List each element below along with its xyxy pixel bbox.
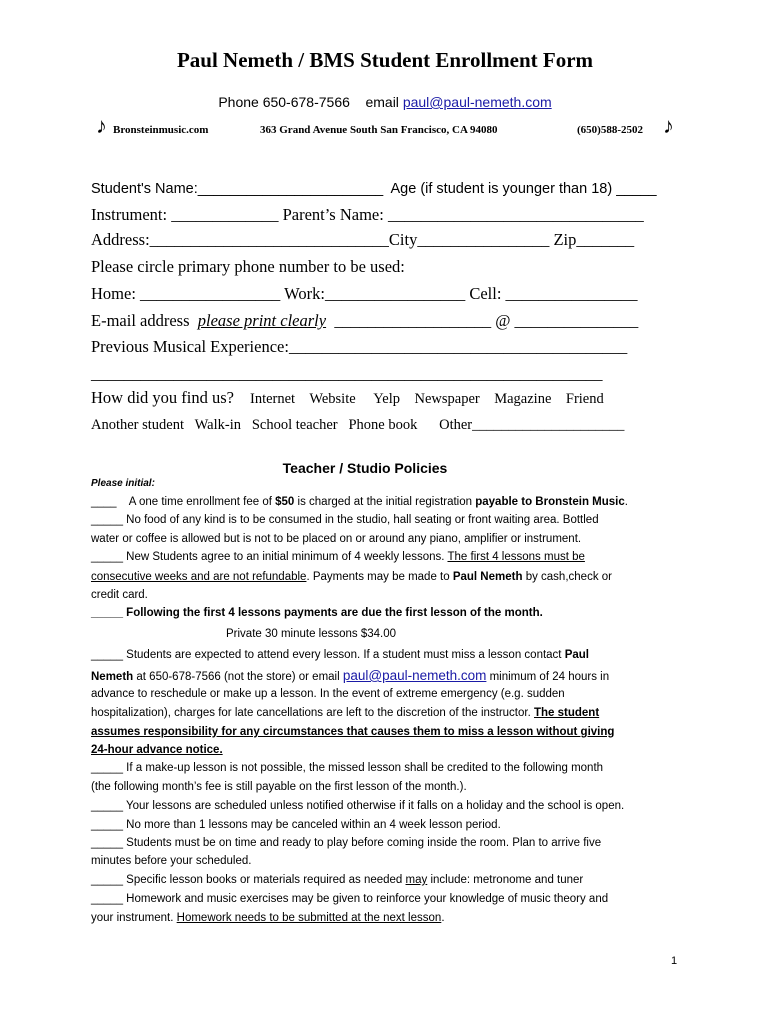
age-field[interactable]: _____ xyxy=(616,181,657,197)
policy-enrollment-fee: ____ A one time enrollment fee of $50 is charged at the initial registration payable to Bronstein Music. xyxy=(91,496,628,508)
policy-attendance-cont: advance to reschedule or make up a lesson. In the event of extreme emergency (e.g. sudden xyxy=(91,688,565,700)
student-name-line xyxy=(91,181,657,197)
policy-cancel-limit: _____ No more than 1 lessons may be canceled within an 4 week lesson period. xyxy=(91,819,501,831)
email-link[interactable]: paul@paul-nemeth.com xyxy=(402,94,552,110)
email-address-line xyxy=(91,311,638,331)
studio-phone-text: (650)588-2502 xyxy=(577,124,643,136)
policy-attendance: _____ Students are expected to attend every lesson. If a student must miss a lesson contact Paul xyxy=(91,649,589,661)
music-note-icon: ♪ xyxy=(96,113,107,138)
policy-no-food: _____ No food of any kind is to be consumed in the studio, hall seating or front waiting area. Bottled xyxy=(91,514,599,526)
find-us-label: How did you find us? xyxy=(91,388,234,407)
policy-on-time: _____ Students must be on time and ready to play before coming inside the room. Plan to arrive five xyxy=(91,837,602,849)
email-address-label: E-mail address xyxy=(91,311,190,330)
phone-numbers-line[interactable]: Home: _________________ Work:_________________ Cell: ________________ xyxy=(91,284,638,303)
policy-minimum-lessons: _____ New Students agree to an initial minimum of 4 weekly lessons. The first 4 lessons must be xyxy=(91,551,585,563)
policy-materials: _____ Specific lesson books or materials required as needed may include: metronome and tuner xyxy=(91,874,584,886)
policy-holidays: _____ Your lessons are scheduled unless notified otherwise if it falls on a holiday and the school is open. xyxy=(91,800,625,812)
policy-payments-due: _____ Following the first 4 lessons payments are due the first lesson of the month. xyxy=(91,607,543,619)
music-note-icon: ♪ xyxy=(663,113,674,138)
circle-phone-instruction: Please circle primary phone number to be used: xyxy=(91,257,405,276)
policy-attendance-contact: Nemeth at 650-678-7566 (not the store) or email paul@paul-nemeth.com minimum of 24 hours in xyxy=(91,668,610,683)
policy-no-food-cont: water or coffee is allowed but is not to be placed on or around any piano, amplifier or instrument. xyxy=(91,533,582,545)
policy-cancellation-charges: hospitalization), charges for late cancellations are left to the discretion of the instructor. The student xyxy=(91,707,600,719)
find-us-options-2[interactable]: Another student Walk-in School teacher Phone book Other_____________________ xyxy=(91,417,625,433)
student-name-label: Student's Name: xyxy=(91,181,198,197)
policy-homework: _____ Homework and music exercises may be given to reinforce your knowledge of music theory and xyxy=(91,893,609,905)
age-label: Age (if student is younger than 18) xyxy=(390,181,613,197)
instrument-parent-line[interactable]: Instrument: _____________ Parent’s Name: _______________________________ xyxy=(91,205,644,224)
email-address-field[interactable]: ___________________ @ _______________ xyxy=(334,311,639,330)
print-clearly-hint: please print clearly xyxy=(197,311,327,330)
email-label: email xyxy=(365,94,399,110)
policies-heading: Teacher / Studio Policies xyxy=(282,460,448,476)
initial-blank[interactable]: ____ xyxy=(91,496,117,508)
experience-line[interactable]: Previous Musical Experience:_________________________________________ xyxy=(91,337,628,356)
lesson-rate: Private 30 minute lessons $34.00 xyxy=(226,628,397,640)
find-us-line xyxy=(91,388,604,408)
policy-on-time-cont: minutes before your scheduled. xyxy=(91,855,252,867)
policy-credit-card: credit card. xyxy=(91,589,148,601)
policy-homework-cont: your instrument. Homework needs to be submitted at the next lesson. xyxy=(91,912,445,924)
page-number: 1 xyxy=(671,955,678,967)
policy-makeup-cont: (the following month’s fee is still payable on the first lesson of the month.). xyxy=(91,781,467,793)
address-text: 363 Grand Avenue South San Francisco, CA 94080 xyxy=(260,124,498,136)
phone-text: Phone 650-678-7566 xyxy=(218,94,350,110)
contact-email-link[interactable]: paul@paul-nemeth.com xyxy=(342,668,487,683)
website-text: Bronsteinmusic.com xyxy=(113,124,209,136)
policy-makeup: _____ If a make-up lesson is not possible, the missed lesson shall be credited to the following month xyxy=(91,762,604,774)
policy-responsibility: assumes responsibility for any circumstances that causes them to miss a lesson without giving xyxy=(91,726,615,738)
find-us-options[interactable]: Internet Website Yelp Newspaper Magazine Friend xyxy=(250,391,604,407)
policy-advance-notice: 24-hour advance notice. xyxy=(91,744,223,756)
please-initial-label: Please initial: xyxy=(91,478,155,489)
page-title: Paul Nemeth / BMS Student Enrollment Form xyxy=(176,48,594,72)
student-name-field[interactable]: _______________________ xyxy=(197,181,384,197)
address-line[interactable]: Address:_____________________________City________________ Zip_______ xyxy=(91,230,635,249)
policy-minimum-lessons-cont: consecutive weeks and are not refundable. Payments may be made to Paul Nemeth by cash,check or xyxy=(91,571,612,583)
experience-line-2[interactable]: ______________________________________________________________ xyxy=(91,364,603,383)
contact-line xyxy=(0,94,770,110)
